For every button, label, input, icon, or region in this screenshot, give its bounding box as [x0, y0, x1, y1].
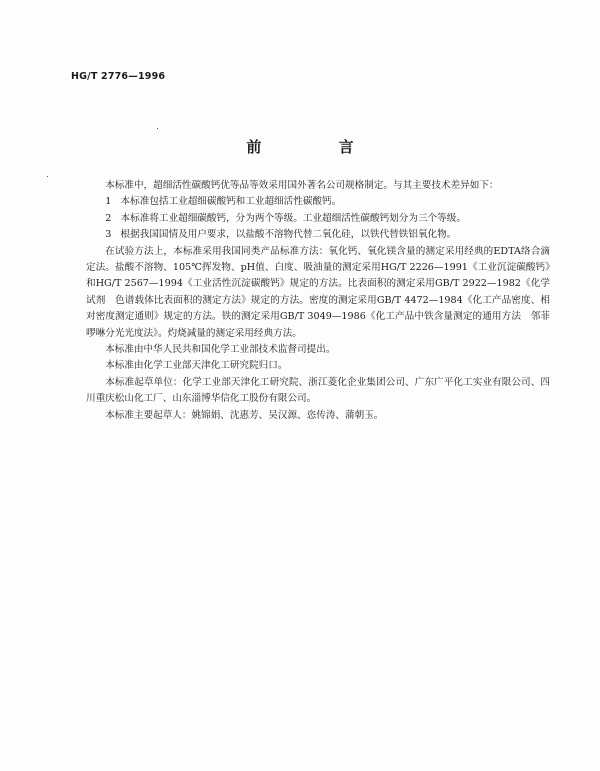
list-item-text: 本标准包括工业超细碳酸钙和工业超细活性碳酸钙。	[120, 196, 342, 208]
paragraph-centralized-by: 本标准由化学工业部天津化工研究院归口。	[105, 360, 288, 372]
paragraph-drafters: 本标准主要起草人：姚锦娟、沈惠芳、吴汉源、恣传涛、蒲朝玉。	[105, 409, 384, 421]
document-code: HG/T 2776—1996	[71, 71, 166, 82]
list-item	[86, 194, 550, 210]
paragraph-test-methods: 在试验方法上，本标准采用我国同类产品标准方法：氧化钙、氧化镁含量的测定采用经典的EDTA络合滴定法。盐酸不溶物、105℃挥发物、pH值、白度、吸油量的测定采用HG/T 2226—1991《工业沉淀碳酸钙》和HG/T 2567—1994《工业活性沉淀碳酸钙》规定的方法。比表面积的测定采用GB/T 2922—1982《化学试剂 色谱载体比表面积的测定方法》规定的方法。密度的测定采用GB/T 4472—1984《化工产品密度、相对密度测定通则》规定的方法。铁的测定采用GB/T 3049—1986《化工产品中铁含量测定的通用方法 邻菲啰啉分光光度法》。灼烧减量的测定采用经典方法。	[86, 245, 550, 339]
list-number: 1	[105, 196, 112, 208]
list-item	[86, 211, 550, 227]
list-item	[86, 227, 550, 243]
paragraph-proposed-by: 本标准由中华人民共和国化学工业部技术监督司提出。	[105, 344, 336, 356]
list-item-text: 根据我国国情及用户要求，以盐酸不溶物代替二氧化硅，以铁代替铁铝氧化物。	[120, 229, 457, 241]
page-title: 前 言	[246, 138, 390, 156]
list-number: 3	[105, 229, 112, 241]
list-item-text: 本标准将工业超细碳酸钙，分为两个等级。工业超细活性碳酸钙划分为三个等级。	[120, 212, 466, 224]
list-number: 2	[105, 212, 112, 224]
scan-speck	[157, 128, 158, 129]
preface-body	[86, 178, 550, 424]
paragraph-intro: 本标准中，超细活性碳酸钙优等品等效采用国外著名公司规格制定。与其主要技术差异如下：	[105, 180, 499, 191]
paragraph-drafting-units: 本标准起草单位：化学工业部天津化工研究院、浙江菱化企业集团公司、广东广平化工实业有限公司、四川重庆松山化工厂、山东淄博华信化工股份有限公司。	[86, 376, 550, 405]
scan-speck	[47, 176, 48, 177]
